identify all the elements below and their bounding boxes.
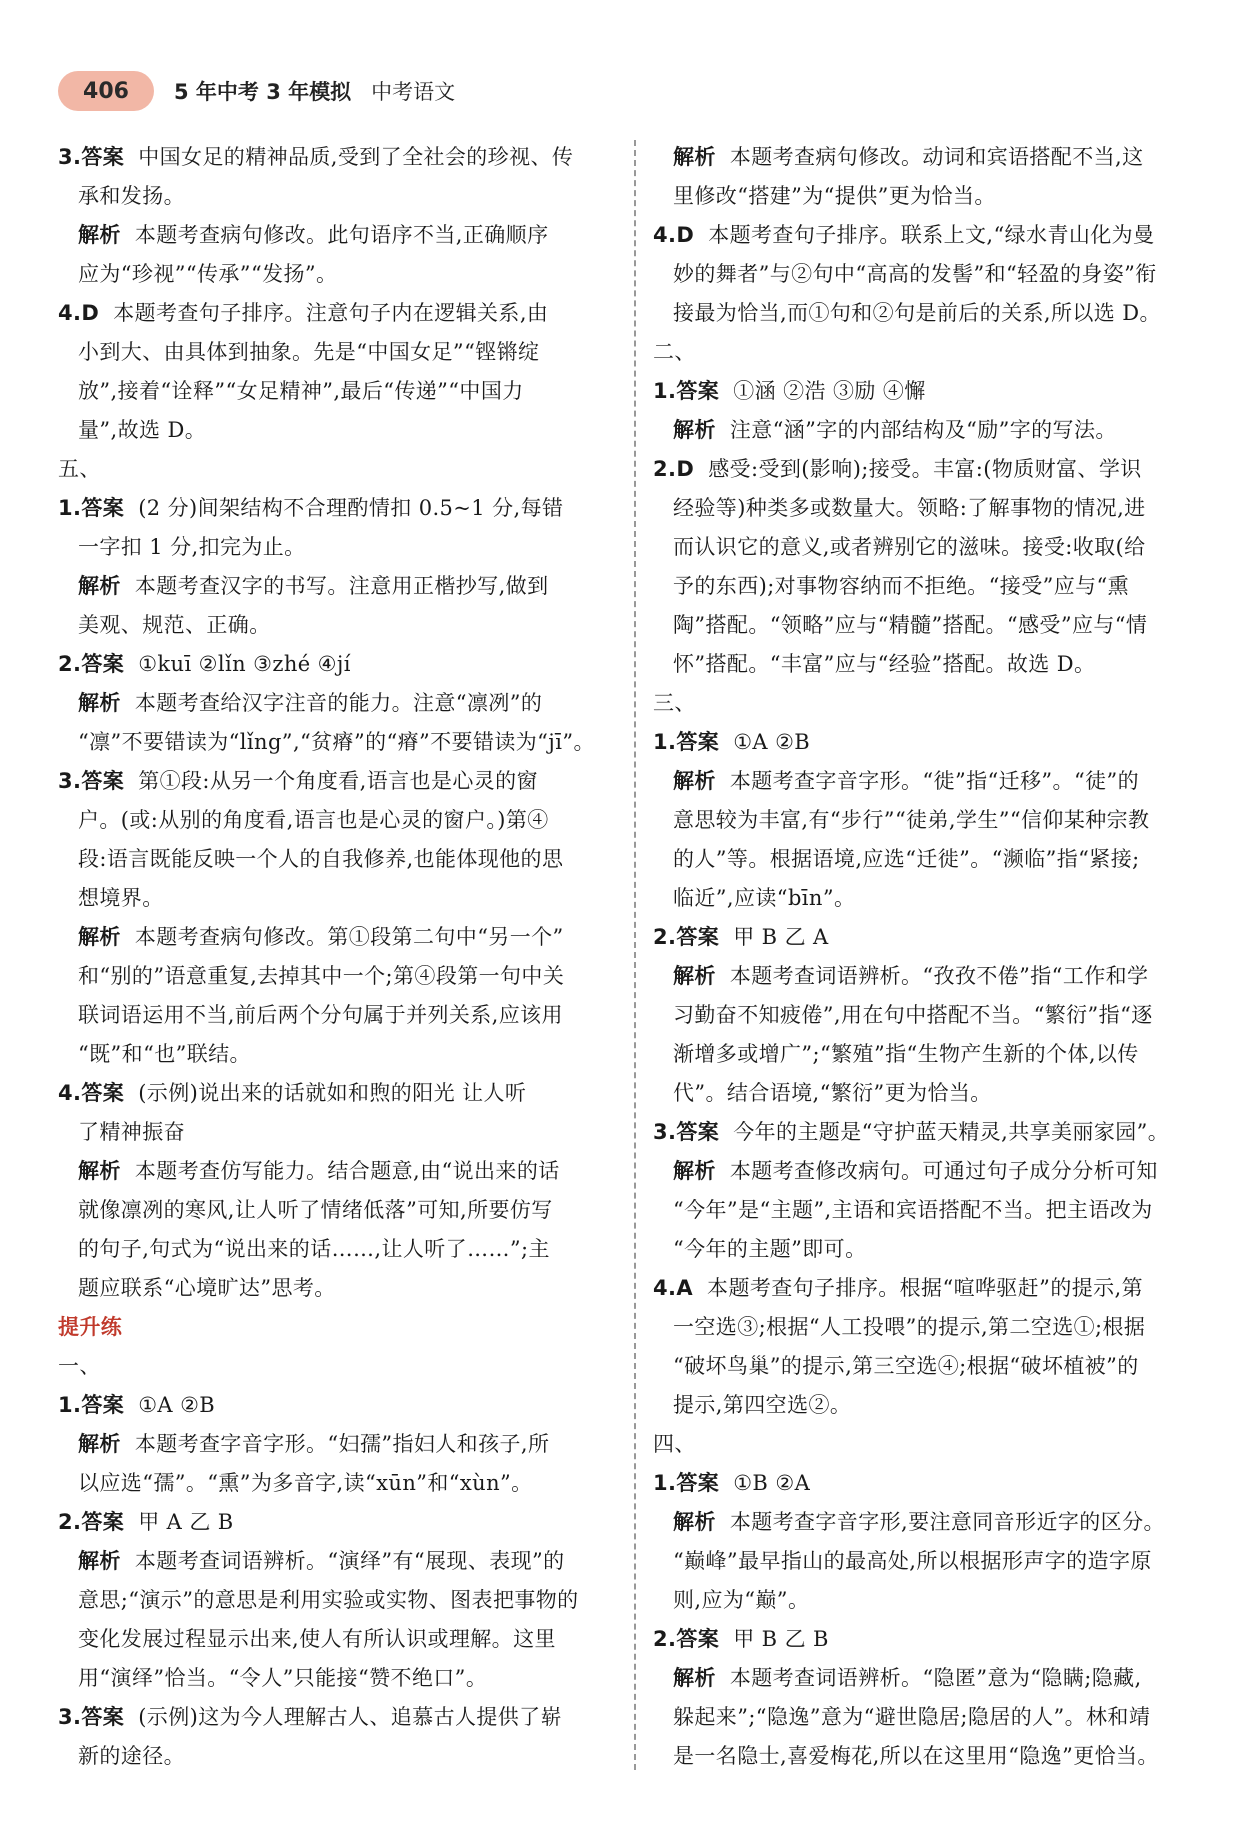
line-text: 临近”,应读“bīn”。 xyxy=(673,886,856,910)
line-text: 的人”等。根据语境,应选“迁徙”。“濒临”指“紧接; xyxy=(673,847,1140,871)
text-line xyxy=(58,996,618,1035)
answer-label: 2.答案 xyxy=(653,925,720,949)
text-line xyxy=(58,1542,618,1581)
text-line xyxy=(58,879,618,918)
line-text: (2 分)间架结构不合理酌情扣 0.5~1 分,每错 xyxy=(138,496,564,520)
line-text: 美观、规范、正确。 xyxy=(78,613,271,637)
line-text: 怀”搭配。“丰富”应与“经验”搭配。故选 D。 xyxy=(673,652,1096,676)
line-text: “既”和“也”联结。 xyxy=(78,1042,251,1066)
text-line xyxy=(58,216,618,255)
line-text: 接最为恰当,而①句和②句是前后的关系,所以选 D。 xyxy=(673,301,1161,325)
text-line xyxy=(58,645,618,684)
text-line xyxy=(58,255,618,294)
text-line xyxy=(58,684,618,723)
page-number-badge: 406 xyxy=(58,71,154,111)
text-line xyxy=(58,1152,618,1191)
left-column xyxy=(58,138,618,1776)
text-line xyxy=(653,645,1213,684)
answer-label: 解析 xyxy=(673,1666,716,1690)
text-line xyxy=(58,177,618,216)
line-text: 提示,第四空选②。 xyxy=(673,1393,852,1417)
line-text: 本题考查汉字的书写。注意用正楷抄写,做到 xyxy=(134,574,549,598)
line-text: 段:语言既能反映一个人的自我修养,也能体现他的思 xyxy=(78,847,564,871)
line-text: 就像凛冽的寒风,让人听了情绪低落”可知,所要仿写 xyxy=(78,1198,553,1222)
text-line xyxy=(58,1425,618,1464)
text-line xyxy=(58,957,618,996)
line-text: ①B ②A xyxy=(733,1471,811,1495)
line-text: 用“演绎”恰当。“令人”只能接“赞不绝口”。 xyxy=(78,1666,488,1690)
answer-label: 解析 xyxy=(78,691,121,715)
text-line xyxy=(653,1542,1213,1581)
text-line xyxy=(58,1464,618,1503)
answer-label: 1.答案 xyxy=(58,496,125,520)
text-line xyxy=(58,1113,618,1152)
text-line xyxy=(653,1191,1213,1230)
line-text: 本题考查词语辨析。“演绎”有“展现、表现”的 xyxy=(134,1549,565,1573)
line-text: ①A ②B xyxy=(138,1393,216,1417)
text-line xyxy=(653,1347,1213,1386)
line-text: 本题考查句子排序。根据“喧哗驱赶”的提示,第 xyxy=(707,1276,1143,1300)
text-line xyxy=(653,762,1213,801)
text-line xyxy=(58,294,618,333)
text-line xyxy=(653,528,1213,567)
text-line xyxy=(58,411,618,450)
line-text: 本题考查句子排序。联系上文,“绿水青山化为曼 xyxy=(708,223,1155,247)
text-line xyxy=(653,918,1213,957)
text-line xyxy=(58,918,618,957)
text-line xyxy=(58,1074,618,1113)
answer-label: 4.D xyxy=(653,223,695,247)
line-text: 一字扣 1 分,扣完为止。 xyxy=(78,535,306,559)
line-text: 以应选“孺”。“熏”为多音字,读“xūn”和“xùn”。 xyxy=(78,1471,533,1495)
text-line xyxy=(58,1698,618,1737)
line-text: 则,应为“巅”。 xyxy=(673,1588,810,1612)
line-text: 感受:受到(影响);接受。丰富:(物质财富、学识 xyxy=(708,457,1142,481)
line-text: “巅峰”最早指山的最高处,所以根据形声字的造字原 xyxy=(673,1549,1152,1573)
text-line xyxy=(653,1659,1213,1698)
text-line xyxy=(653,1269,1213,1308)
answer-label: 解析 xyxy=(673,145,716,169)
line-text: 中国女足的精神品质,受到了全社会的珍视、传 xyxy=(138,145,574,169)
answer-label: 4.答案 xyxy=(58,1081,125,1105)
line-text: 本题考查字音字形,要注意同音形近字的区分。 xyxy=(729,1510,1165,1534)
text-line xyxy=(653,372,1213,411)
text-line xyxy=(653,1152,1213,1191)
line-text: 三、 xyxy=(653,691,696,715)
text-line xyxy=(58,606,618,645)
text-line xyxy=(653,450,1213,489)
text-line xyxy=(653,1230,1213,1269)
text-line xyxy=(58,450,618,489)
line-text: ①涵 ②浩 ③励 ④懈 xyxy=(733,379,926,403)
text-line xyxy=(653,1464,1213,1503)
column-divider xyxy=(634,140,636,1770)
answer-label: 1.答案 xyxy=(58,1393,125,1417)
answer-label: 2.答案 xyxy=(58,652,125,676)
text-line xyxy=(58,1620,618,1659)
answer-label: 1.答案 xyxy=(653,730,720,754)
text-line xyxy=(58,372,618,411)
line-text: 承和发扬。 xyxy=(78,184,185,208)
line-text: ①A ②B xyxy=(733,730,811,754)
line-text: 本题考查仿写能力。结合题意,由“说出来的话 xyxy=(134,1159,560,1183)
line-text: 陶”搭配。“领略”应与“精髓”搭配。“感受”应与“情 xyxy=(673,613,1148,637)
text-line xyxy=(653,1386,1213,1425)
line-text: 意思较为丰富,有“步行”“徒弟,学生”“信仰某种宗教 xyxy=(673,808,1150,832)
text-line xyxy=(653,801,1213,840)
line-text: 意思;“演示”的意思是利用实验或实物、图表把事物的 xyxy=(78,1588,579,1612)
line-text: 本题考查修改病句。可通过句子成分分析可知 xyxy=(729,1159,1158,1183)
text-line xyxy=(58,567,618,606)
line-text: 本题考查字音字形。“徙”指“迁移”。“徒”的 xyxy=(729,769,1140,793)
line-text: 甲 B 乙 A xyxy=(733,925,829,949)
line-text: “今年”是“主题”,主语和宾语搭配不当。把主语改为 xyxy=(673,1198,1153,1222)
line-text: 习勤奋不知疲倦”,用在句中搭配不当。“繁衍”指“逐 xyxy=(673,1003,1153,1027)
line-text: 的句子,句式为“说出来的话……,让人听了……”;主 xyxy=(78,1237,550,1261)
text-line xyxy=(58,489,618,528)
text-line xyxy=(58,138,618,177)
line-text: 里修改“搭建”为“提供”更为恰当。 xyxy=(673,184,996,208)
right-column xyxy=(653,138,1213,1776)
text-line xyxy=(653,177,1213,216)
book-subject: 中考语文 xyxy=(371,80,456,104)
text-line xyxy=(58,1269,618,1308)
line-text: 代”。结合语境,“繁衍”更为恰当。 xyxy=(673,1081,992,1105)
line-text: ①kuī ②lǐn ③zhé ④jí xyxy=(138,652,351,676)
answer-label: 解析 xyxy=(673,964,716,988)
text-line xyxy=(58,1230,618,1269)
text-line xyxy=(653,1113,1213,1152)
answer-label: 解析 xyxy=(78,574,121,598)
text-line xyxy=(653,840,1213,879)
answer-label: 1.答案 xyxy=(653,379,720,403)
line-text: 本题考查给汉字注音的能力。注意“凛冽”的 xyxy=(134,691,543,715)
line-text: 本题考查病句修改。动词和宾语搭配不当,这 xyxy=(729,145,1144,169)
line-text: 躲起来”;“隐逸”意为“避世隐居;隐居的人”。林和靖 xyxy=(673,1705,1151,1729)
line-text: 新的途径。 xyxy=(78,1744,185,1768)
line-text: 甲 B 乙 B xyxy=(733,1627,829,1651)
answer-label: 解析 xyxy=(673,1159,716,1183)
line-text: (示例)说出来的话就如和煦的阳光 让人听 xyxy=(138,1081,527,1105)
answer-label: 3.答案 xyxy=(58,145,125,169)
text-line xyxy=(58,333,618,372)
line-text: 本题考查词语辨析。“孜孜不倦”指“工作和学 xyxy=(729,964,1149,988)
text-line xyxy=(653,1737,1213,1776)
text-line xyxy=(58,1737,618,1776)
line-text: 应为“珍视”“传承”“发扬”。 xyxy=(78,262,338,286)
line-text: 妙的舞者”与②句中“高高的发髻”和“轻盈的身姿”衔 xyxy=(673,262,1157,286)
answer-label: 解析 xyxy=(78,223,121,247)
text-line xyxy=(653,684,1213,723)
page-header xyxy=(58,70,455,112)
line-text: 题应联系“心境旷达”思考。 xyxy=(78,1276,336,1300)
answer-label: 2.D xyxy=(653,457,695,481)
answer-label: 解析 xyxy=(673,1510,716,1534)
text-line xyxy=(58,840,618,879)
line-text: “凛”不要错读为“lǐng”,“贫瘠”的“瘠”不要错读为“jī”。 xyxy=(78,730,595,754)
line-text: 一空选③;根据“人工投喂”的提示,第二空选①;根据 xyxy=(673,1315,1146,1339)
line-text: 第①段:从另一个角度看,语言也是心灵的窗 xyxy=(138,769,538,793)
text-line xyxy=(58,762,618,801)
text-line xyxy=(653,1308,1213,1347)
line-text: 和“别的”语意重复,去掉其中一个;第④段第一句中关 xyxy=(78,964,565,988)
line-text: 甲 A 乙 B xyxy=(138,1510,234,1534)
line-text: 渐增多或增广”;“繁殖”指“生物产生新的个体,以传 xyxy=(673,1042,1139,1066)
text-line xyxy=(653,1074,1213,1113)
line-text: 放”,接着“诠释”“女足精神”,最后“传递”“中国力 xyxy=(78,379,524,403)
text-line xyxy=(58,1035,618,1074)
line-text: 变化发展过程显示出来,使人有所认识或理解。这里 xyxy=(78,1627,556,1651)
text-line xyxy=(653,996,1213,1035)
line-text: 注意“涵”字的内部结构及“励”字的写法。 xyxy=(729,418,1117,442)
text-line xyxy=(58,1503,618,1542)
line-text: “破坏鸟巢”的提示,第三空选④;根据“破坏植被”的 xyxy=(673,1354,1139,1378)
section-heading: 提升练 xyxy=(58,1315,123,1339)
answer-label: 4.A xyxy=(653,1276,694,1300)
line-text: 本题考查字音字形。“妇孺”指妇人和孩子,所 xyxy=(134,1432,550,1456)
text-line xyxy=(58,528,618,567)
line-text: 经验等)种类多或数量大。领略:了解事物的情况,进 xyxy=(673,496,1146,520)
answer-label: 2.答案 xyxy=(58,1510,125,1534)
text-line xyxy=(653,489,1213,528)
text-line xyxy=(58,1308,618,1347)
text-line xyxy=(653,1035,1213,1074)
line-text: 今年的主题是“守护蓝天精灵,共享美丽家园”。 xyxy=(733,1120,1170,1144)
answer-label: 3.答案 xyxy=(58,769,125,793)
line-text: 是一名隐士,喜爱梅花,所以在这里用“隐逸”更恰当。 xyxy=(673,1744,1159,1768)
line-text: 一、 xyxy=(58,1354,101,1378)
text-line xyxy=(58,1581,618,1620)
line-text: 本题考查病句修改。第①段第二句中“另一个” xyxy=(134,925,564,949)
text-line xyxy=(653,957,1213,996)
answer-label: 解析 xyxy=(78,1432,121,1456)
text-line xyxy=(653,1503,1213,1542)
text-line xyxy=(653,879,1213,918)
answer-label: 4.D xyxy=(58,301,100,325)
text-line xyxy=(58,723,618,762)
line-text: “今年的主题”即可。 xyxy=(673,1237,867,1261)
line-text: 本题考查句子排序。注意句子内在逻辑关系,由 xyxy=(113,301,549,325)
text-line xyxy=(653,138,1213,177)
text-line xyxy=(653,255,1213,294)
text-line xyxy=(653,1698,1213,1737)
line-text: 二、 xyxy=(653,340,696,364)
line-text: 予的东西);对事物容纳而不拒绝。“接受”应与“熏 xyxy=(673,574,1130,598)
line-text: 本题考查词语辨析。“隐匿”意为“隐瞒;隐藏, xyxy=(729,1666,1142,1690)
text-line xyxy=(653,333,1213,372)
text-line xyxy=(653,723,1213,762)
text-line xyxy=(653,411,1213,450)
line-text: 四、 xyxy=(653,1432,696,1456)
line-text: 小到大、由具体到抽象。先是“中国女足”“铿锵绽 xyxy=(78,340,540,364)
answer-label: 3.答案 xyxy=(58,1705,125,1729)
text-line xyxy=(653,294,1213,333)
line-text: 量”,故选 D。 xyxy=(78,418,207,442)
line-text: 五、 xyxy=(58,457,101,481)
text-line xyxy=(58,801,618,840)
answer-label: 解析 xyxy=(78,925,121,949)
answer-label: 3.答案 xyxy=(653,1120,720,1144)
answer-label: 1.答案 xyxy=(653,1471,720,1495)
line-text: 联词语运用不当,前后两个分句属于并列关系,应该用 xyxy=(78,1003,563,1027)
line-text: (示例)这为今人理解古人、追慕古人提供了崭 xyxy=(138,1705,562,1729)
text-line xyxy=(653,567,1213,606)
answer-label: 解析 xyxy=(78,1159,121,1183)
text-line xyxy=(58,1347,618,1386)
answer-label: 解析 xyxy=(673,769,716,793)
answer-label: 解析 xyxy=(78,1549,121,1573)
line-text: 想境界。 xyxy=(78,886,164,910)
line-text: 户。(或:从别的角度看,语言也是心灵的窗户。)第④ xyxy=(78,808,549,832)
line-text: 了精神振奋 xyxy=(78,1120,185,1144)
text-line xyxy=(58,1659,618,1698)
line-text: 而认识它的意义,或者辨别它的滋味。接受:收取(给 xyxy=(673,535,1146,559)
answer-label: 解析 xyxy=(673,418,716,442)
text-line xyxy=(653,216,1213,255)
line-text: 本题考查病句修改。此句语序不当,正确顺序 xyxy=(134,223,549,247)
answer-label: 2.答案 xyxy=(653,1627,720,1651)
text-line xyxy=(653,606,1213,645)
text-line xyxy=(653,1425,1213,1464)
text-line xyxy=(653,1581,1213,1620)
text-line xyxy=(58,1191,618,1230)
text-line xyxy=(58,1386,618,1425)
text-line xyxy=(653,1620,1213,1659)
book-title: 5 年中考 3 年模拟 xyxy=(174,80,352,104)
